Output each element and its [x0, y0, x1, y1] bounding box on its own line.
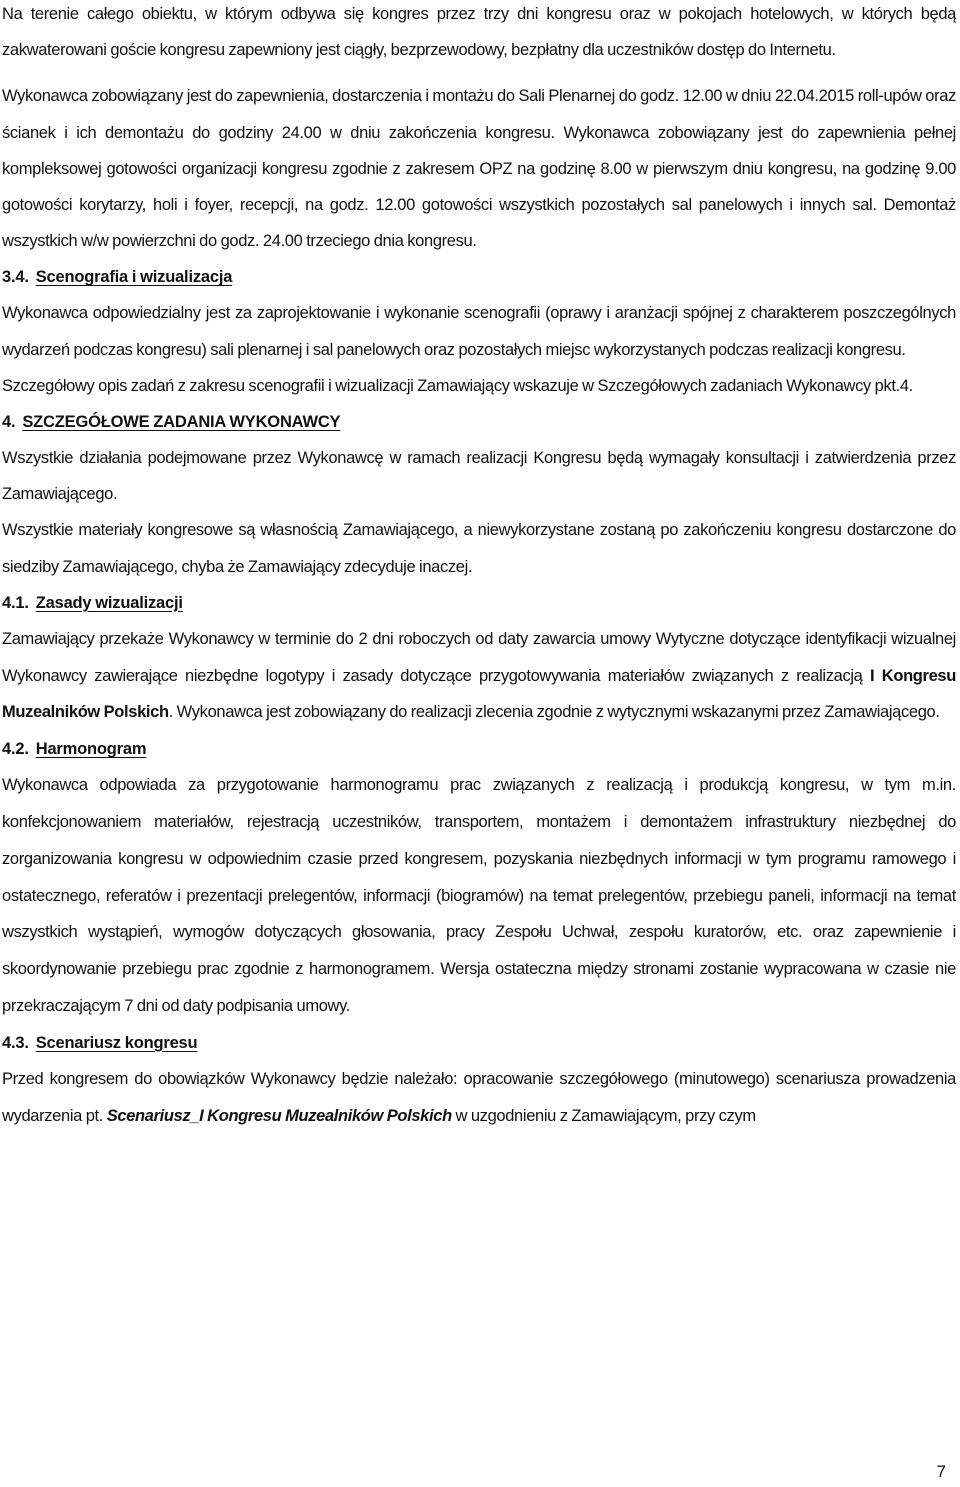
- text-run: w uzgodnieniu z Zamawiającym, przy czym: [451, 1106, 756, 1125]
- scenario-title-bold-italic: Scenariusz_I Kongresu Muzealników Polskich: [106, 1106, 452, 1125]
- paragraph-scenography-details: Szczegółowy opis zadań z zakresu scenografii i wizualizacji Zamawiający wskazuje w Szczegółowych zadaniach Wykonawcy pkt.4.: [2, 376, 913, 395]
- text-run: Zamawiający przekaże Wykonawcy w terminie do 2 dni roboczych od daty zawarcia umowy Wytyczne dotyczące identyfikacji wizualnej Wykonawcy zawierające niezbędne logotypy i zasady dotyczące przygotowywania materiałów związanych z realizacją: [2, 629, 956, 685]
- heading-title: SZCZEGÓŁOWE ZADANIA WYKONAWCY: [22, 413, 341, 432]
- heading-4-1: [2, 585, 956, 621]
- text-run: . Wykonawca jest zobowiązany do realizacji zlecenia zgodnie z wytycznymi wskazanymi przez Zamawiającego.: [168, 703, 940, 722]
- paragraph-scenography: Wykonawca odpowiedzialny jest za zaprojektowanie i wykonanie scenografii (oprawy i aranżacji spójnej z charakterem poszczególnych wydarzeń podczas kongresu) sali plenarnej i sal panelowych oraz pozostałych miejsc wykorzystanych podczas realizacji kongresu.: [2, 304, 956, 359]
- paragraph-materials: Wszystkie materiały kongresowe są własnością Zamawiającego, a niewykorzystane zostaną po zakończeniu kongresu dostarczone do siedziby Zamawiającego, chyba że Zamawiający zdecyduje inaczej.: [2, 521, 956, 576]
- heading-4-2: [2, 731, 956, 767]
- heading-number: 4.2.: [2, 740, 29, 759]
- heading-3-4: [2, 259, 956, 295]
- heading-title: Scenografia i wizualizacja: [35, 268, 233, 287]
- paragraph-scenario: [2, 1061, 956, 1135]
- heading-number: 3.4.: [2, 268, 29, 287]
- heading-number: 4.: [2, 413, 16, 432]
- heading-title: Zasady wizualizacji: [35, 593, 183, 612]
- paragraph-schedule: Wykonawca odpowiada za przygotowanie harmonogramu prac związanych z realizacją i produkcją kongresu, w tym m.in. konfekcjonowaniem materiałów, rejestracją uczestników, transportem, montażem i demontażem infrastruktury niezbędnej do zorganizowania kongresu w odpowiednim czasie przed kongresem, pozyskania niezbędnych informacji w tym programu ramowego i ostatecznego, referatów i prezentacji prelegentów, informacji (biogramów) na temat prelegentów, przebiegu paneli, informacji na temat wszystkich wystąpień, wymogów dotyczących głosowania, pracy Zespołu Uchwał, zespołu kuratorów, etc. oraz zapewnienie i skoordynowanie przebiegu prac zgodnie z harmonogramem. Wersja ostateczna między stronami zostanie wypracowana w czasie nie przekraczającym 7 dni od daty podpisania umowy.: [2, 776, 956, 1016]
- heading-title: Harmonogram: [35, 740, 147, 759]
- heading-title: Scenariusz kongresu: [35, 1033, 198, 1052]
- paragraph-setup-schedule: Wykonawca zobowiązany jest do zapewnienia, dostarczenia i montażu do Sali Plenarnej do godz. 12.00 w dniu 22.04.2015 roll-upów oraz ścianek i ich demontażu do godziny 24.00 w dniu zakończenia kongresu. Wykonawca zobowiązany jest do zapewnienia pełnej kompleksowej gotowości organizacji kongresu zgodnie z zakresem OPZ na godzinę 8.00 w pierwszym dniu kongresu, na godzinę 9.00 gotowości korytarzy, holi i foyer, recepcji, na godz. 12.00 gotowości wszystkich pozostałych sal panelowych i innych sal. Demontaż wszystkich w/w powierzchni do godz. 24.00 trzeciego dnia kongresu.: [2, 87, 956, 251]
- heading-number: 4.3.: [2, 1033, 29, 1052]
- paragraph-internet-access: Na terenie całego obiektu, w którym odbywa się kongres przez trzy dni kongresu oraz w pokojach hotelowych, w których będą zakwaterowani goście kongresu zapewniony jest ciągły, bezprzewodowy, bezpłatny dla uczestników dostęp do Internetu.: [2, 5, 956, 60]
- heading-4-3: [2, 1025, 956, 1061]
- page-number: 7: [936, 1462, 946, 1481]
- paragraph-visualization-rules: [2, 621, 956, 731]
- heading-number: 4.1.: [2, 593, 29, 612]
- congress-name-bold: I Kongresu Muzealników Polskich: [2, 666, 956, 722]
- paragraph-consultation: Wszystkie działania podejmowane przez Wykonawcę w ramach realizacji Kongresu będą wymagały konsultacji i zatwierdzenia przez Zamawiającego.: [2, 449, 956, 504]
- text-run: Przed kongresem do obowiązków Wykonawcy będzie należało: opracowanie szczegółowego (minutowego) scenariusza prowadzenia wydarzenia pt.: [2, 1069, 956, 1125]
- heading-4: [2, 404, 956, 440]
